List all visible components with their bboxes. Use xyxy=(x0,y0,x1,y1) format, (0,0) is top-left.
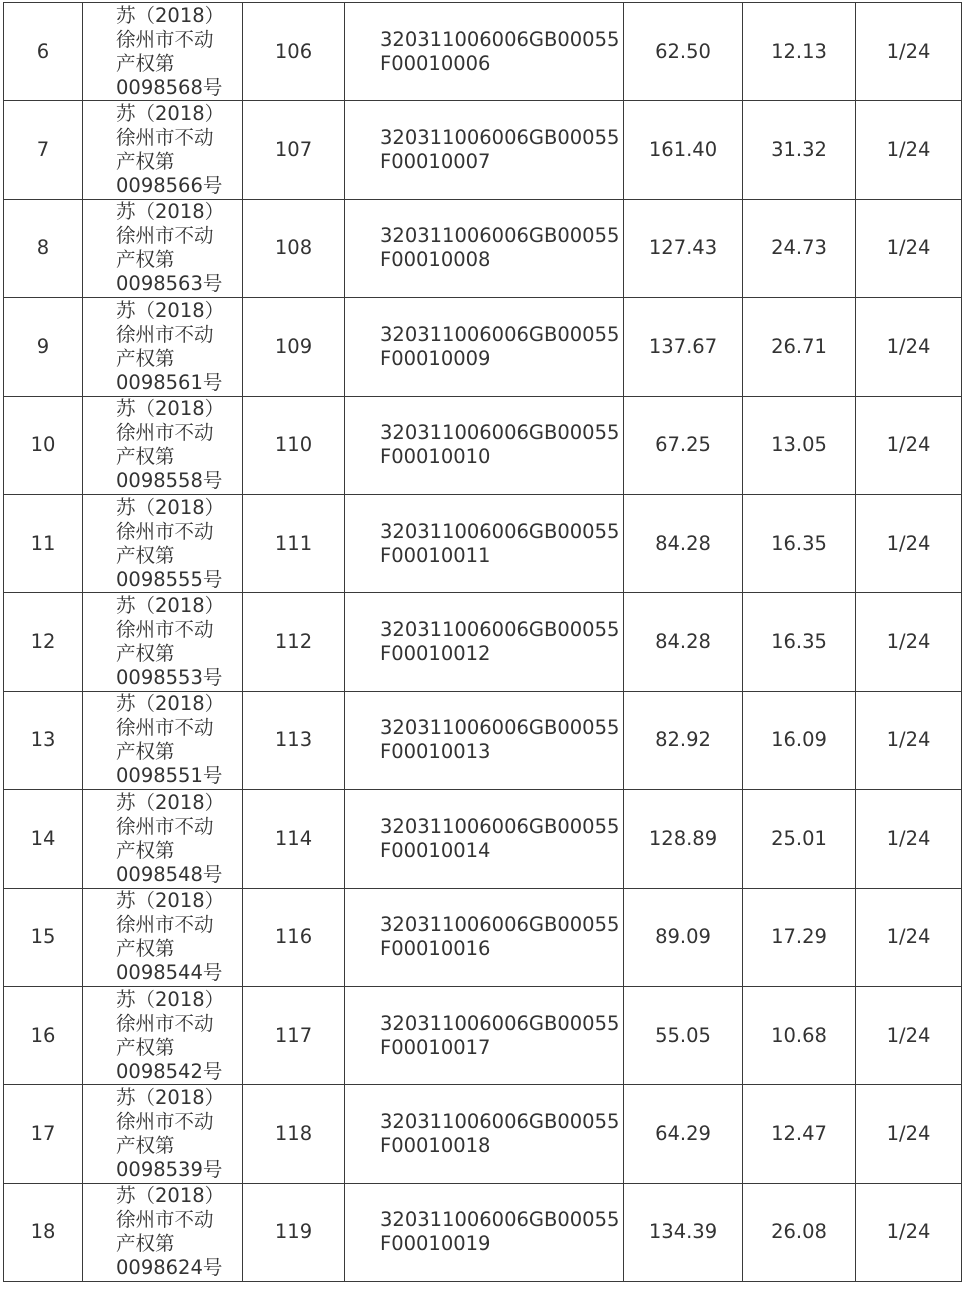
unit-code-cell xyxy=(345,790,624,888)
certificate-cell-line: 徐州市不动 xyxy=(116,716,214,740)
certificate-cell-line: 徐州市不动 xyxy=(116,224,214,248)
unit-code-cell-line: 320311006006GB00055 xyxy=(380,1011,620,1035)
room-cell: 116 xyxy=(243,888,345,986)
unit-code-cell xyxy=(345,1085,624,1183)
area-cell: 137.67 xyxy=(624,298,743,396)
certificate-cell-line: 苏（2018） xyxy=(116,1085,225,1109)
certificate-cell-line: 产权第 xyxy=(116,543,175,567)
property-table xyxy=(3,2,962,1282)
share-cell: 25.01 xyxy=(743,790,856,888)
unit-code-cell-line: F00010012 xyxy=(380,642,491,666)
share-cell: 12.13 xyxy=(743,3,856,101)
unit-code-cell-line: F00010008 xyxy=(380,248,491,272)
certificate-cell-line: 产权第 xyxy=(116,248,175,272)
unit-code-cell-line: F00010007 xyxy=(380,150,491,174)
area-cell: 64.29 xyxy=(624,1085,743,1183)
table-row xyxy=(4,1183,962,1281)
fraction-cell: 1/24 xyxy=(856,3,962,101)
unit-code-cell-line: F00010014 xyxy=(380,838,491,862)
room-cell: 107 xyxy=(243,101,345,199)
table-row xyxy=(4,494,962,592)
unit-code-cell-line: 320311006006GB00055 xyxy=(380,27,620,51)
room-cell: 108 xyxy=(243,199,345,297)
certificate-cell-line: 产权第 xyxy=(116,1133,175,1157)
room-cell: 109 xyxy=(243,298,345,396)
unit-code-cell-line: 320311006006GB00055 xyxy=(380,224,620,248)
certificate-cell-line: 0098624号 xyxy=(116,1256,223,1280)
table-row xyxy=(4,396,962,494)
table-row xyxy=(4,298,962,396)
fraction-cell: 1/24 xyxy=(856,1183,962,1281)
table-row xyxy=(4,3,962,101)
certificate-cell xyxy=(83,888,243,986)
unit-code-cell-line: 320311006006GB00055 xyxy=(380,421,620,445)
certificate-cell xyxy=(83,593,243,691)
seq-cell: 17 xyxy=(4,1085,83,1183)
certificate-cell-line: 产权第 xyxy=(116,642,175,666)
seq-cell: 9 xyxy=(4,298,83,396)
fraction-cell: 1/24 xyxy=(856,593,962,691)
seq-cell: 16 xyxy=(4,986,83,1084)
seq-cell: 7 xyxy=(4,101,83,199)
seq-cell: 11 xyxy=(4,494,83,592)
area-cell: 55.05 xyxy=(624,986,743,1084)
certificate-cell-line: 徐州市不动 xyxy=(116,814,214,838)
table-row xyxy=(4,691,962,789)
area-cell: 84.28 xyxy=(624,494,743,592)
fraction-cell: 1/24 xyxy=(856,691,962,789)
certificate-cell-line: 苏（2018） xyxy=(116,102,225,126)
certificate-cell-line: 苏（2018） xyxy=(116,397,225,421)
table-row xyxy=(4,986,962,1084)
certificate-cell xyxy=(83,298,243,396)
unit-code-cell xyxy=(345,298,624,396)
certificate-cell-line: 徐州市不动 xyxy=(116,1011,214,1035)
unit-code-cell xyxy=(345,691,624,789)
unit-code-cell xyxy=(345,593,624,691)
table-row xyxy=(4,101,962,199)
certificate-cell xyxy=(83,494,243,592)
certificate-cell-line: 产权第 xyxy=(116,1232,175,1256)
certificate-cell-line: 徐州市不动 xyxy=(116,913,214,937)
room-cell: 106 xyxy=(243,3,345,101)
share-cell: 26.08 xyxy=(743,1183,856,1281)
area-cell: 134.39 xyxy=(624,1183,743,1281)
share-cell: 16.35 xyxy=(743,593,856,691)
unit-code-cell xyxy=(345,888,624,986)
certificate-cell-line: 0098553号 xyxy=(116,666,223,690)
room-cell: 113 xyxy=(243,691,345,789)
unit-code-cell-line: F00010013 xyxy=(380,740,491,764)
unit-code-cell xyxy=(345,199,624,297)
unit-code-cell xyxy=(345,396,624,494)
share-cell: 10.68 xyxy=(743,986,856,1084)
unit-code-cell-line: 320311006006GB00055 xyxy=(380,1109,620,1133)
fraction-cell: 1/24 xyxy=(856,790,962,888)
table-row xyxy=(4,199,962,297)
table-row xyxy=(4,888,962,986)
unit-code-cell-line: 320311006006GB00055 xyxy=(380,618,620,642)
fraction-cell: 1/24 xyxy=(856,199,962,297)
certificate-cell-line: 苏（2018） xyxy=(116,200,225,224)
certificate-cell-line: 产权第 xyxy=(116,1035,175,1059)
certificate-cell-line: 徐州市不动 xyxy=(116,322,214,346)
table-row xyxy=(4,1085,962,1183)
certificate-cell-line: 苏（2018） xyxy=(116,692,225,716)
table-body xyxy=(4,3,962,1282)
table-row xyxy=(4,593,962,691)
room-cell: 110 xyxy=(243,396,345,494)
fraction-cell: 1/24 xyxy=(856,1085,962,1183)
certificate-cell-line: 0098551号 xyxy=(116,764,223,788)
room-cell: 111 xyxy=(243,494,345,592)
fraction-cell: 1/24 xyxy=(856,101,962,199)
unit-code-cell-line: 320311006006GB00055 xyxy=(380,322,620,346)
unit-code-cell-line: 320311006006GB00055 xyxy=(380,126,620,150)
certificate-cell-line: 徐州市不动 xyxy=(116,27,214,51)
area-cell: 89.09 xyxy=(624,888,743,986)
certificate-cell-line: 产权第 xyxy=(116,937,175,961)
certificate-cell-line: 产权第 xyxy=(116,740,175,764)
unit-code-cell-line: F00010009 xyxy=(380,346,491,370)
seq-cell: 8 xyxy=(4,199,83,297)
room-cell: 118 xyxy=(243,1085,345,1183)
unit-code-cell-line: 320311006006GB00055 xyxy=(380,814,620,838)
area-cell: 82.92 xyxy=(624,691,743,789)
certificate-cell-line: 0098558号 xyxy=(116,469,223,493)
certificate-cell-line: 0098568号 xyxy=(116,75,223,99)
certificate-cell-line: 产权第 xyxy=(116,445,175,469)
share-cell: 31.32 xyxy=(743,101,856,199)
unit-code-cell-line: F00010011 xyxy=(380,543,491,567)
certificate-cell-line: 苏（2018） xyxy=(116,3,225,27)
unit-code-cell-line: F00010010 xyxy=(380,445,491,469)
unit-code-cell xyxy=(345,1183,624,1281)
share-cell: 16.09 xyxy=(743,691,856,789)
certificate-cell-line: 徐州市不动 xyxy=(116,519,214,543)
unit-code-cell-line: F00010017 xyxy=(380,1035,491,1059)
share-cell: 12.47 xyxy=(743,1085,856,1183)
certificate-cell-line: 0098548号 xyxy=(116,862,223,886)
fraction-cell: 1/24 xyxy=(856,396,962,494)
certificate-cell-line: 苏（2018） xyxy=(116,987,225,1011)
certificate-cell xyxy=(83,101,243,199)
room-cell: 114 xyxy=(243,790,345,888)
certificate-cell-line: 产权第 xyxy=(116,150,175,174)
certificate-cell-line: 产权第 xyxy=(116,346,175,370)
room-cell: 119 xyxy=(243,1183,345,1281)
certificate-cell xyxy=(83,986,243,1084)
fraction-cell: 1/24 xyxy=(856,494,962,592)
area-cell: 161.40 xyxy=(624,101,743,199)
certificate-cell-line: 徐州市不动 xyxy=(116,1109,214,1133)
seq-cell: 13 xyxy=(4,691,83,789)
room-cell: 112 xyxy=(243,593,345,691)
certificate-cell-line: 产权第 xyxy=(116,51,175,75)
share-cell: 17.29 xyxy=(743,888,856,986)
unit-code-cell xyxy=(345,494,624,592)
certificate-cell-line: 0098561号 xyxy=(116,370,223,394)
certificate-cell-line: 苏（2018） xyxy=(116,1184,225,1208)
certificate-cell-line: 苏（2018） xyxy=(116,298,225,322)
unit-code-cell-line: 320311006006GB00055 xyxy=(380,1208,620,1232)
seq-cell: 12 xyxy=(4,593,83,691)
certificate-cell-line: 徐州市不动 xyxy=(116,618,214,642)
certificate-cell-line: 0098566号 xyxy=(116,174,223,198)
certificate-cell-line: 徐州市不动 xyxy=(116,126,214,150)
area-cell: 67.25 xyxy=(624,396,743,494)
unit-code-cell-line: 320311006006GB00055 xyxy=(380,716,620,740)
certificate-cell-line: 0098563号 xyxy=(116,272,223,296)
unit-code-cell xyxy=(345,101,624,199)
unit-code-cell-line: F00010016 xyxy=(380,937,491,961)
share-cell: 26.71 xyxy=(743,298,856,396)
seq-cell: 6 xyxy=(4,3,83,101)
seq-cell: 14 xyxy=(4,790,83,888)
unit-code-cell xyxy=(345,986,624,1084)
area-cell: 128.89 xyxy=(624,790,743,888)
table-row xyxy=(4,790,962,888)
certificate-cell xyxy=(83,691,243,789)
unit-code-cell xyxy=(345,3,624,101)
room-cell: 117 xyxy=(243,986,345,1084)
seq-cell: 15 xyxy=(4,888,83,986)
unit-code-cell-line: 320311006006GB00055 xyxy=(380,913,620,937)
unit-code-cell-line: F00010019 xyxy=(380,1232,491,1256)
seq-cell: 10 xyxy=(4,396,83,494)
fraction-cell: 1/24 xyxy=(856,986,962,1084)
certificate-cell-line: 苏（2018） xyxy=(116,889,225,913)
certificate-cell-line: 0098555号 xyxy=(116,567,223,591)
certificate-cell-line: 徐州市不动 xyxy=(116,421,214,445)
certificate-cell-line: 苏（2018） xyxy=(116,495,225,519)
certificate-cell xyxy=(83,396,243,494)
area-cell: 84.28 xyxy=(624,593,743,691)
certificate-cell xyxy=(83,790,243,888)
fraction-cell: 1/24 xyxy=(856,298,962,396)
fraction-cell: 1/24 xyxy=(856,888,962,986)
certificate-cell-line: 0098542号 xyxy=(116,1059,223,1083)
certificate-cell-line: 产权第 xyxy=(116,838,175,862)
certificate-cell-line: 苏（2018） xyxy=(116,790,225,814)
area-cell: 62.50 xyxy=(624,3,743,101)
certificate-cell xyxy=(83,1085,243,1183)
certificate-cell-line: 苏（2018） xyxy=(116,594,225,618)
unit-code-cell-line: 320311006006GB00055 xyxy=(380,519,620,543)
certificate-cell-line: 0098539号 xyxy=(116,1157,223,1181)
certificate-cell xyxy=(83,1183,243,1281)
certificate-cell xyxy=(83,199,243,297)
unit-code-cell-line: F00010006 xyxy=(380,51,491,75)
share-cell: 13.05 xyxy=(743,396,856,494)
certificate-cell-line: 徐州市不动 xyxy=(116,1208,214,1232)
share-cell: 16.35 xyxy=(743,494,856,592)
area-cell: 127.43 xyxy=(624,199,743,297)
certificate-cell-line: 0098544号 xyxy=(116,961,223,985)
seq-cell: 18 xyxy=(4,1183,83,1281)
share-cell: 24.73 xyxy=(743,199,856,297)
unit-code-cell-line: F00010018 xyxy=(380,1133,491,1157)
certificate-cell xyxy=(83,3,243,101)
